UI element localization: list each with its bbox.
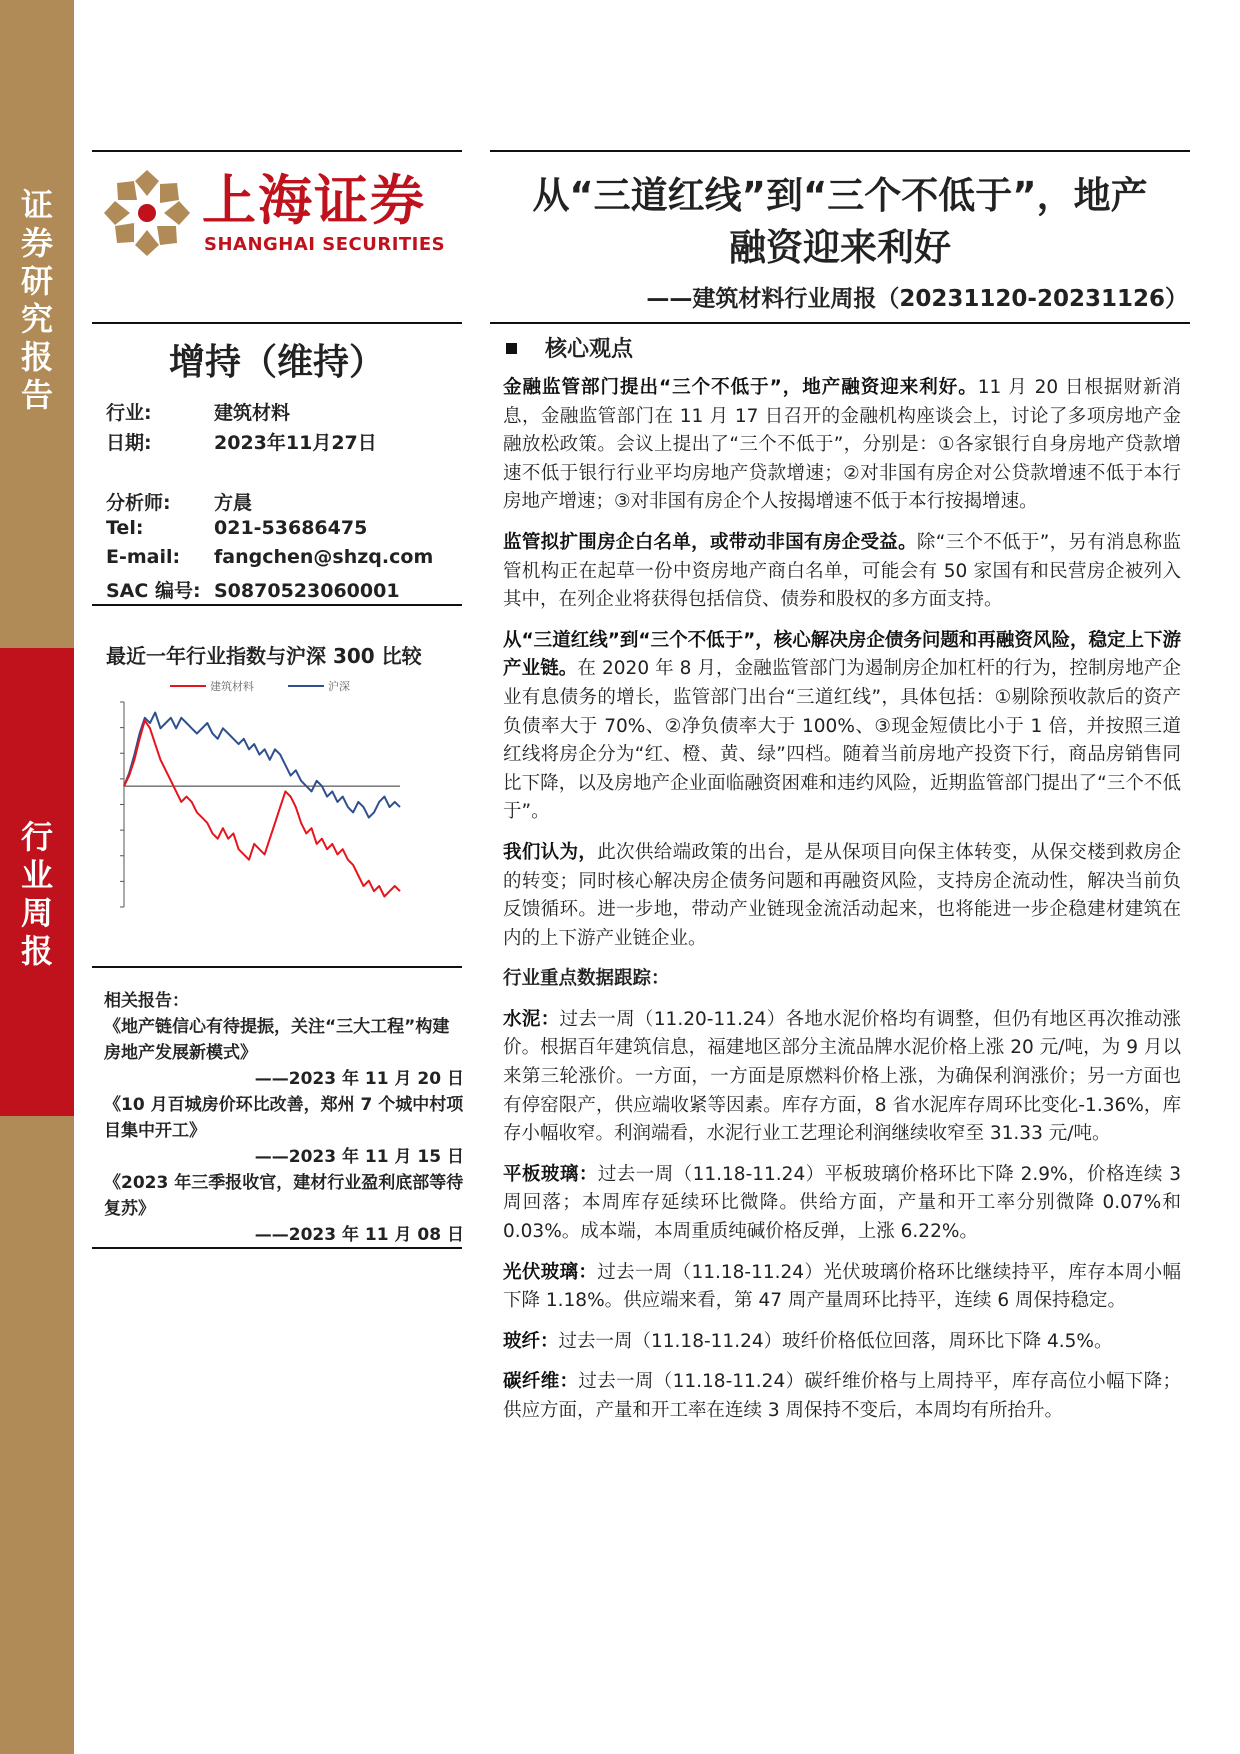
rule-left-mid — [92, 322, 462, 324]
data-item-lead: 光伏玻璃： — [503, 1261, 598, 1283]
info-tel — [106, 517, 367, 539]
info-key: Tel: — [106, 517, 144, 539]
info-value: 建筑材料 — [214, 402, 291, 424]
paragraph-text: 在 2020 年 8 月，金融监管部门为遏制房企加杠杆的行为，控制房地产企业有息债务的增长，监管部门出台“三道红线”，具体包括：①剔除预收款后的资产负债率大于 70%、②净负债率大于 100%、③现金短债比小于 1 倍，并按照三道红线将房企分为“红、橙、黄、绿”四档。随着当前房地产投资下行，商品房销售同比下降，以及房地产企业面临融资困难和违约风险，近期监管部门提出了“三个不低于”。 — [503, 658, 1181, 823]
info-date — [106, 428, 377, 455]
related-report-date: ——2023 年 11 月 08 日 — [254, 1225, 464, 1245]
data-tracking-heading: 行业重点数据跟踪： — [503, 968, 670, 990]
paragraph-text: 此次供给端政策的出台，是从保项目向保主体转变，从保交楼到救房企的转变；同时核心解决房企债务问题和再融资风险，支持房企流动性，解决当前负反馈循环。进一步地，带动产业链现金流活动起来，也将能进一步企稳建材建筑在内的上下游产业链企业。 — [503, 841, 1181, 949]
series-line — [124, 713, 400, 818]
related-report-title: 《10 月百城房价环比改善，郑州 7 个城中村项目集中开工》 — [104, 1095, 464, 1141]
data-item-lead: 水泥： — [503, 1008, 560, 1030]
core-view-title: 核心观点 — [545, 337, 634, 362]
paragraph-lead: 金融监管部门提出“三个不低于”，地产融资迎来利好。 — [503, 377, 978, 398]
sidebar-mid-char: 周 — [20, 894, 53, 932]
paragraph — [503, 374, 1181, 517]
paragraph — [503, 529, 1181, 615]
sidebar-weekly-label — [0, 818, 74, 970]
paragraph-lead: 我们认为， — [503, 841, 598, 863]
info-value: S0870523060001 — [214, 580, 400, 602]
rule-right-top — [490, 150, 1190, 152]
related-title: 相关报告： — [104, 991, 189, 1011]
sidebar-top-char: 究 — [20, 300, 53, 338]
report-title-line2: 融资迎来利好 — [729, 226, 951, 269]
paragraph-lead: 从“三道红线”到“三个不低于”，核心解决房企债务问题和再融资风险，稳定上下游产业链。 — [503, 629, 1181, 680]
rule-left-info — [92, 604, 462, 606]
report-title-line1: 从“三道红线”到“三个不低于”，地产 — [532, 174, 1148, 217]
sidebar-report-type-label — [0, 186, 74, 414]
report-title — [490, 170, 1190, 274]
info-key: 日期: — [106, 432, 152, 454]
data-item — [503, 1328, 1181, 1357]
sidebar-top-char: 报 — [20, 338, 53, 376]
chart-title: 最近一年行业指数与沪深 300 比较 — [106, 644, 422, 668]
sidebar-top-char: 证 — [20, 186, 53, 224]
series-line — [124, 720, 400, 896]
rating: 增持（维持） — [168, 342, 385, 383]
core-view-heading — [506, 332, 633, 363]
info-email — [106, 546, 433, 568]
info-industry — [106, 398, 290, 425]
related-report-title: 《地产链信心有待提振，关注“三大工程”构建房地产发展新模式》 — [104, 1017, 450, 1063]
info-value: 2023年11月27日 — [214, 432, 377, 454]
info-key: 行业: — [106, 402, 152, 424]
paragraph-text: 11 月 20 日根据财新消息，金融监管部门在 11 月 17 日召开的金融机构座谈会上，讨论了多项房地产金融放松政策。会议上提出了“三个不低于”，分别是：①各家银行自身房地产贷款增速不低于银行行业平均房地产贷款增速；②对非国有房企对公贷款增速不低于本行房地产增速；③对非国有房企个人按揭增速不低于本行按揭增速。 — [503, 377, 1181, 513]
legend-label: 沪深 — [328, 680, 350, 693]
square-bullet-icon — [506, 343, 517, 354]
data-item-lead: 平板玻璃： — [503, 1163, 598, 1185]
sidebar-mid-char: 行 — [20, 818, 53, 856]
index-comparison-chart — [100, 672, 460, 922]
data-item — [503, 1161, 1181, 1247]
info-sac — [106, 576, 400, 603]
data-item — [503, 1259, 1181, 1316]
data-item-text: 过去一周（11.18-11.24）碳纤维价格与上周持平，库存高位小幅下降；供应方面，产量和开工率在连续 3 周保持不变后，本周均有所抬升。 — [503, 1371, 1181, 1421]
sidebar-mid-char: 报 — [20, 932, 53, 970]
info-value: fangchen@shzq.com — [214, 546, 434, 568]
paragraph — [503, 627, 1181, 827]
data-item — [503, 1006, 1181, 1149]
sidebar-top-char: 券 — [20, 224, 53, 262]
related-report-date: ——2023 年 11 月 15 日 — [254, 1147, 464, 1167]
data-item-text: 过去一周（11.18-11.24）光伏玻璃价格环比继续持平，库存本周小幅下降 1.18%。供应端来看，第 47 周产量周环比持平，连续 6 周保持稳定。 — [503, 1261, 1181, 1312]
info-key: E-mail: — [106, 546, 181, 568]
data-item — [503, 1368, 1181, 1425]
info-analyst — [106, 488, 252, 515]
octagon-sun-logo — [102, 168, 192, 258]
data-item-text: 过去一周（11.20-11.24）各地水泥价格均有调整，但仍有地区再次推动涨价。根据百年建筑信息，福建地区部分主流品牌水泥价格上涨 20 元/吨，为 9 月以来第三轮涨价。一方面，一方面是原燃料价格上涨，为确保利润涨价；另一方面也有停窑限产，供应端收紧等因素。库存方面，8 省水泥库存周环比变化-1.36%，库存小幅收窄。利润端看，水泥行业工艺理论利润继续收窄至 31.33 元/吨。 — [503, 1008, 1181, 1145]
paragraph-lead: 监管拟扩围房企白名单，或带动非国有房企受益。 — [503, 531, 917, 553]
sidebar-mid-char: 业 — [20, 856, 53, 894]
legend-label: 建筑材料 — [210, 680, 254, 693]
data-item-text: 过去一周（11.18-11.24）平板玻璃价格环比下降 2.9%，价格连续 3 周回落；本周库存延续环比微降。供给方面，产量和开工率分别微降 0.07%和 0.03%。成本端，本周重质纯碱价格反弹，上涨 6.22%。 — [503, 1163, 1181, 1243]
related-report-date: ——2023 年 11 月 20 日 — [254, 1069, 464, 1089]
rule-left-top — [92, 150, 462, 152]
sidebar-top-char: 告 — [20, 376, 53, 414]
main-body — [503, 374, 1181, 1438]
related-reports — [104, 988, 464, 1248]
rule-right-mid — [490, 322, 1190, 324]
data-item-lead: 碳纤维： — [503, 1371, 579, 1393]
related-report-title: 《2023 年三季报收官，建材行业盈利底部等待复苏》 — [104, 1173, 464, 1219]
brand-name-en: SHANGHAI SECURITIES — [204, 234, 446, 255]
brand-name-cn: 上海证券 — [202, 169, 426, 232]
paragraph-text: 除“三个不低于”，另有消息称监管机构正在起草一份中资房地产商白名单，可能会有 50 家国有和民营房企被列入其中，在列企业将获得包括信贷、债券和股权的多方面支持。 — [503, 531, 1181, 611]
info-value: 方晨 — [214, 492, 253, 514]
report-subtitle: ——建筑材料行业周报（20231120-20231126） — [646, 286, 1188, 312]
rule-left-chart — [92, 966, 462, 968]
sidebar-top-char: 研 — [20, 262, 53, 300]
info-value: 021-53686475 — [214, 517, 368, 539]
info-key: 分析师: — [106, 492, 171, 514]
paragraph — [503, 839, 1181, 953]
data-item-text: 过去一周（11.18-11.24）玻纤价格低位回落，周环比下降 4.5%。 — [558, 1330, 1113, 1352]
data-item-lead: 玻纤： — [503, 1330, 559, 1352]
info-key: SAC 编号: — [106, 580, 201, 602]
